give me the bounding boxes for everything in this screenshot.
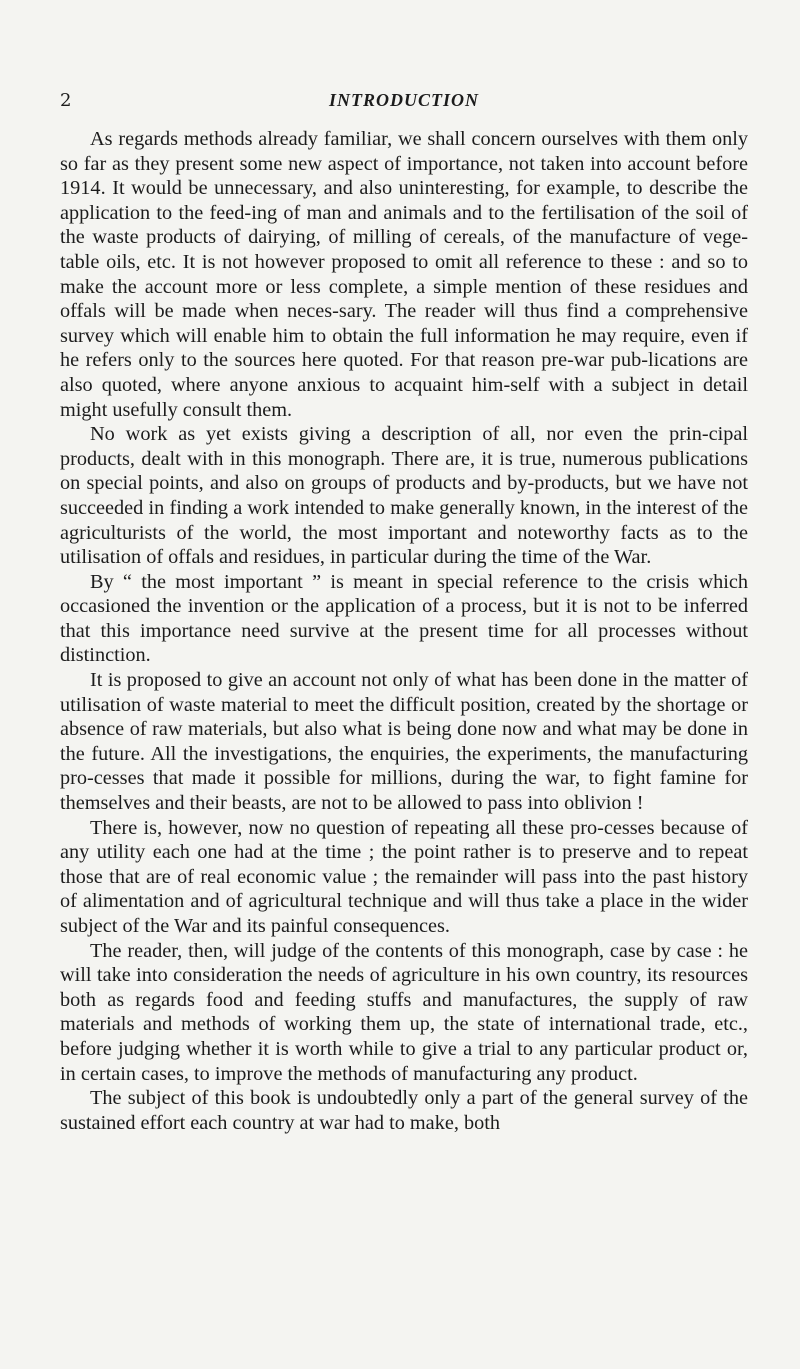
paragraph: It is proposed to give an account not only of what has been done in the matter of utilisation of waste material to meet the difficult position, created by the shortage or absence of raw materials, but also what is being done now and what may be done in the future. All the investigations, the enquiries, the experiments, the manufacturing pro-cesses that made it possible for millions, during the war, to fight famine for themselves and their beasts, are not to be allowed to pass into oblivion !: [60, 669, 748, 815]
running-title: INTRODUCTION: [328, 90, 479, 110]
paragraph: There is, however, now no question of repeating all these pro-cesses because of any utility each one had at the time ; the point rather is to preserve and to repeat those that are of real economic value ; the remainder will pass into the past history of alimentation and of agricultural technique and will thus take a place in the wider subject of the War and its painful consequences.: [60, 816, 748, 937]
paragraph: By “ the most important ” is meant in special reference to the crisis which occasioned the invention or the application of a process, but it is not to be inferred that this importance need survive at the present time for all processes without distinction.: [60, 570, 748, 667]
paragraph: No work as yet exists giving a description of all, nor even the prin-cipal products, dealt with in this monograph. There are, it is true, numerous publications on special points, and also on groups of products and by-products, but we have not succeeded in finding a work intended to make generally known, in the interest of the agriculturists of the world, the most important and noteworthy facts as to the utilisation of offals and residues, in particular during the time of the War.: [60, 423, 748, 569]
body-text: [60, 127, 748, 1135]
paragraph: The reader, then, will judge of the contents of this monograph, case by case : he will take into consideration the needs of agriculture in his own country, its resources both as regards food and feeding stuffs and manufactures, the supply of raw materials and methods of working them up, the state of international trade, etc., before judging whether it is worth while to give a trial to any particular product or, in certain cases, to improve the methods of manufacturing any product.: [60, 939, 748, 1085]
running-header: [60, 90, 748, 114]
page-number: 2: [60, 90, 72, 111]
paragraph: As regards methods already familiar, we shall concern ourselves with them only so far as they present some new aspect of importance, not taken into account before 1914. It would be unnecessary, and also uninteresting, for example, to describe the application to the feed-ing of man and animals and to the fertilisation of the soil of the waste products of dairying, of milling of cereals, of the manufacture of vege-table oils, etc. It is not however proposed to omit all reference to these : and so to make the account more or less complete, a simple mention of these residues and offals will be made when neces-sary. The reader will thus find a comprehensive survey which will enable him to obtain the full information he may require, even if he refers only to the sources here quoted. For that reason pre-war pub-lications are also quoted, where anyone anxious to acquaint him-self with a subject in detail might usefully consult them.: [60, 128, 748, 421]
paragraph: The subject of this book is undoubtedly only a part of the general survey of the sustained effort each country at war had to make, both: [60, 1087, 748, 1134]
